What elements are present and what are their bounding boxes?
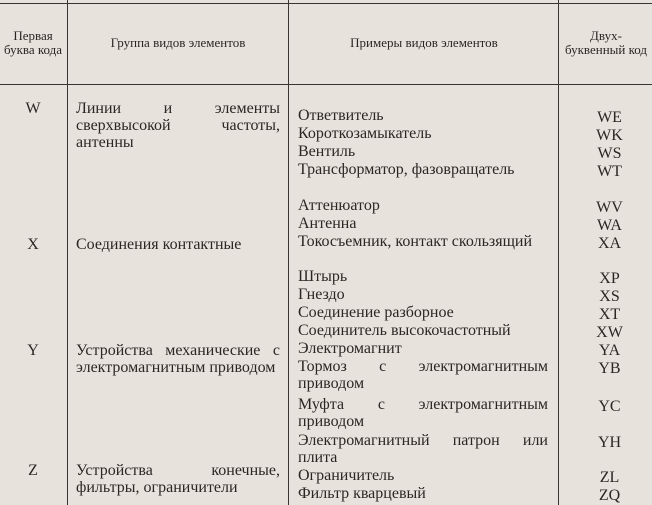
two-letter-code: XT <box>598 306 621 323</box>
example-name: Муфта с электромагнитным приводом <box>298 396 548 430</box>
example-name: Аттенюатор <box>298 197 380 214</box>
header-examples: Примеры видов элементов <box>350 35 498 50</box>
example-name: Ответвитель <box>298 107 384 124</box>
example-name: Токосъемник, контакт скользящий <box>298 233 533 250</box>
group-cell: Устройства конечные, фильтры, ограничители <box>76 462 280 496</box>
two-letter-code: YH <box>597 434 622 451</box>
column-divider <box>67 0 68 505</box>
example-name: Вентиль <box>298 143 356 160</box>
two-letter-code: XS <box>599 288 620 305</box>
example-name: Электромагнитный патрон или плита <box>298 432 548 466</box>
group-cell: Соединения контактные <box>76 236 242 253</box>
two-letter-code: WA <box>597 217 622 234</box>
two-letter-code: WV <box>596 199 623 216</box>
group-cell: Линии и элементы сверхвысокой частоты, антенны <box>76 100 280 151</box>
example-name: Гнездо <box>298 286 345 303</box>
two-letter-code: XP <box>599 270 620 287</box>
two-letter-code: WK <box>596 127 623 144</box>
example-name: Соединитель высокочастотный <box>298 322 511 339</box>
first-letter-cell: Y <box>27 342 39 359</box>
header-group: Группа видов элементов <box>110 35 246 50</box>
two-letter-code: YC <box>598 398 621 415</box>
two-letter-code: ZQ <box>598 487 621 504</box>
header-rule <box>0 84 652 85</box>
example-name: Трансформатор, фазовращатель <box>298 161 515 178</box>
column-divider <box>558 0 559 505</box>
example-name: Короткозамыкатель <box>298 125 432 142</box>
example-name: Ограничитель <box>298 467 395 484</box>
example-name: Тормоз с электромагнитным приводом <box>298 358 548 392</box>
two-letter-code: YB <box>598 360 621 377</box>
first-letter-cell: X <box>27 236 39 253</box>
two-letter-code: XW <box>596 324 623 341</box>
group-cell: Устройства механические с электромагнитным приводом <box>76 342 280 376</box>
header-first-letter: Первая буква кода <box>3 28 63 57</box>
example-name: Штырь <box>298 268 348 285</box>
two-letter-code: XA <box>597 235 622 252</box>
two-letter-code: ZL <box>599 469 620 486</box>
two-letter-code: YA <box>598 342 621 359</box>
two-letter-code: WE <box>597 109 622 126</box>
header-code: Двух-буквенный код <box>564 28 648 57</box>
two-letter-code: WS <box>597 145 622 162</box>
two-letter-code: WT <box>597 163 622 180</box>
example-name: Антенна <box>298 215 357 232</box>
example-name: Электромагнит <box>298 340 402 357</box>
column-divider <box>288 0 289 505</box>
first-letter-cell: W <box>25 100 41 117</box>
example-name: Соединение разборное <box>298 304 454 321</box>
example-name: Фильтр кварцевый <box>298 485 426 502</box>
first-letter-cell: Z <box>28 462 38 479</box>
